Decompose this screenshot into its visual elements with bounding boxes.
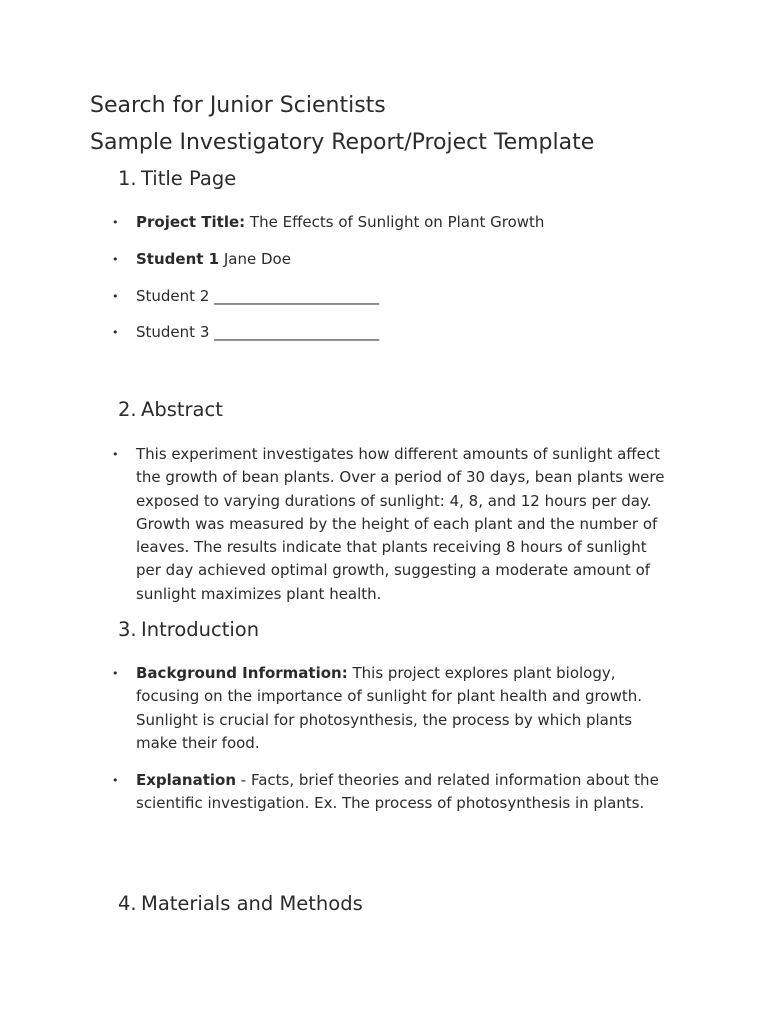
document-title: Search for Junior Scientists bbox=[90, 93, 386, 118]
item-text: Jane Doe bbox=[219, 249, 291, 268]
list-item-student-2 bbox=[0, 285, 676, 308]
item-label: Explanation bbox=[136, 770, 237, 789]
introduction-list bbox=[0, 662, 676, 815]
list-item-project-title bbox=[0, 211, 676, 234]
item-label: Project Title: bbox=[136, 213, 246, 231]
section-heading-abstract bbox=[118, 397, 223, 423]
section-number: 3. bbox=[118, 618, 137, 641]
section-title: Abstract bbox=[141, 398, 223, 421]
item-label: Student 1 bbox=[136, 249, 220, 268]
section-title: Title Page bbox=[141, 167, 237, 190]
section-heading-introduction bbox=[118, 617, 259, 643]
abstract-list bbox=[0, 443, 676, 606]
section-number: 4. bbox=[118, 892, 137, 915]
list-item-abstract bbox=[0, 443, 676, 606]
title-page-list bbox=[0, 211, 676, 345]
item-text: Student 3 ______________________ bbox=[136, 323, 380, 342]
item-text: This experiment investigates how different amounts of sunlight affect the growth of bean plants. Over a period of 30 days, bean plants were exposed to varying durations of sunlight: 4, 8, and 12 hours per day. Growth was measured by the height of each plant and the number of leaves. The results indicate that plants receiving 8 hours of sunlight per day achieved optimal growth, suggesting a moderate amount of sunlight maximizes plant health. bbox=[136, 445, 665, 603]
section-number: 1. bbox=[118, 167, 137, 190]
section-title: Introduction bbox=[141, 618, 260, 641]
section-heading-title-page bbox=[118, 166, 236, 192]
section-heading-materials-methods bbox=[118, 891, 363, 917]
list-item-background bbox=[0, 662, 676, 755]
document-subtitle: Sample Investigatory Report/Project Template bbox=[90, 130, 595, 155]
section-title: Materials and Methods bbox=[141, 892, 363, 915]
section-number: 2. bbox=[118, 398, 137, 421]
item-label: Background Information: bbox=[136, 664, 348, 682]
item-text: Student 2 ______________________ bbox=[136, 286, 380, 305]
item-text: This project explores plant biology, focusing on the importance of sunlight for plant health and growth. Sunlight is crucial for photosynthesis, the process by which plants make their food. bbox=[136, 664, 642, 752]
item-text: The Effects of Sunlight on Plant Growth bbox=[245, 213, 545, 231]
list-item-explanation bbox=[0, 769, 676, 816]
list-item-student-3 bbox=[0, 321, 676, 344]
item-text: - Facts, brief theories and related information about the scientific investigation. Ex. The process of photosynthesis in plants. bbox=[136, 770, 659, 812]
list-item-student-1 bbox=[0, 248, 676, 271]
